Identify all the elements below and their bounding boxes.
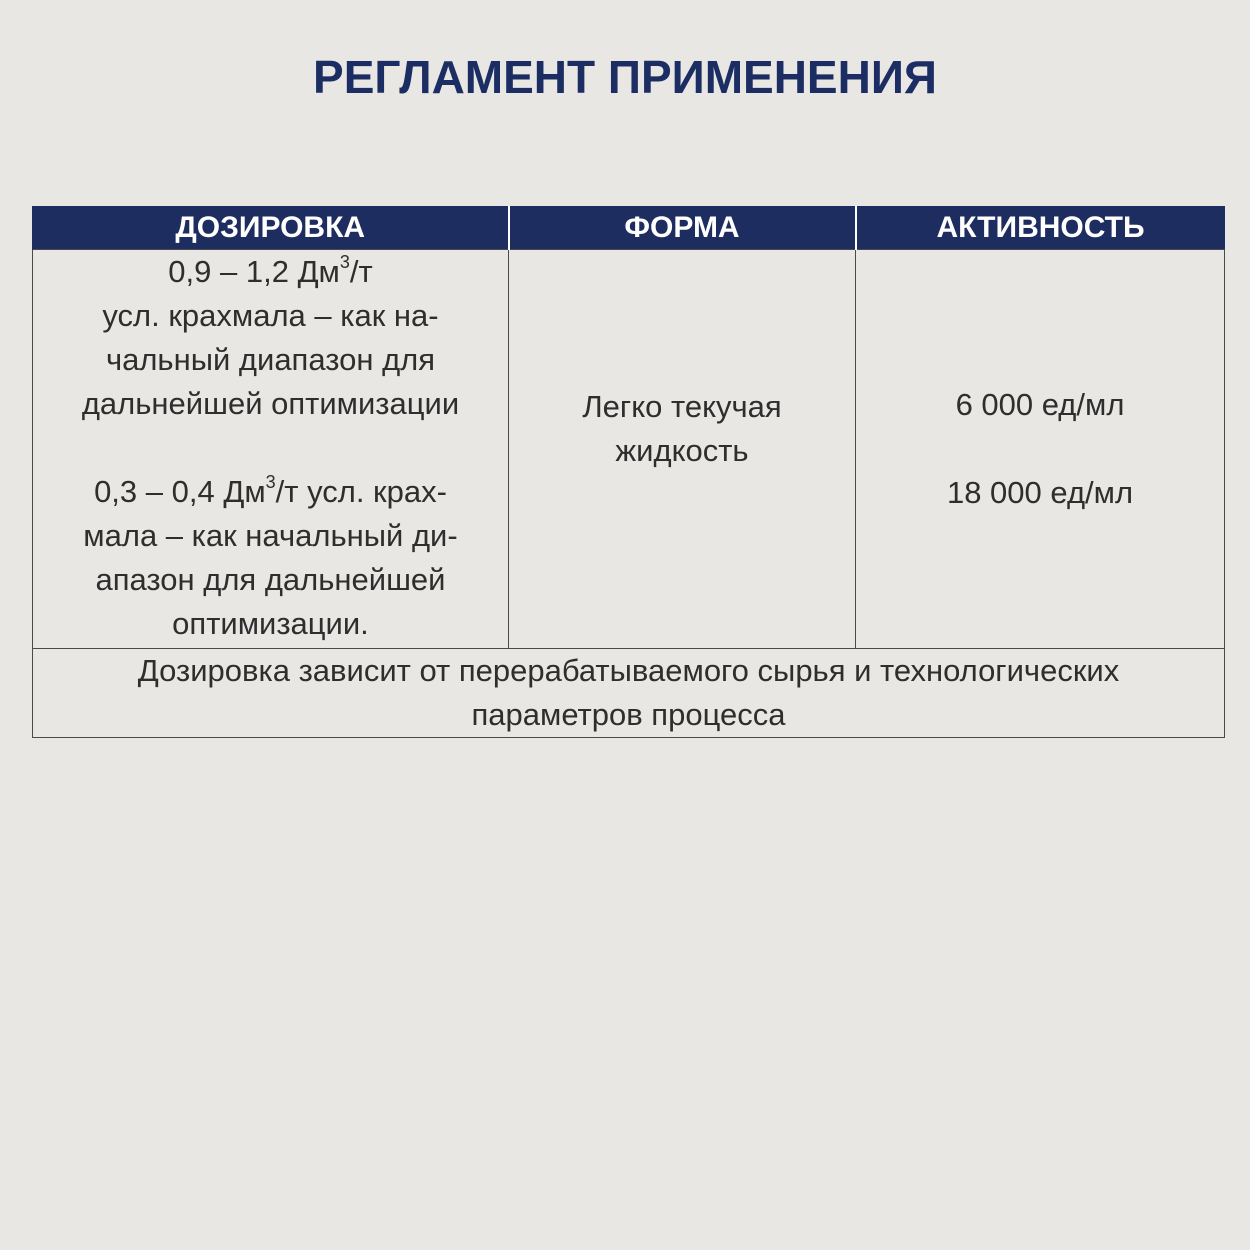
dosage-2-line-2: мала – как начальный ди-: [83, 518, 458, 553]
application-regulation-table: [32, 206, 1225, 738]
form-cell: [509, 250, 856, 649]
header-activity: АКТИВНОСТЬ: [856, 207, 1225, 250]
activity-value-2: 18 000 ед/мл: [946, 475, 1134, 510]
dosage-cell: [33, 250, 509, 649]
dosage-1-line-3: чальный диапазон для: [105, 342, 436, 377]
header-form: ФОРМА: [509, 207, 856, 250]
dosage-note-line-2: параметров процесса: [471, 697, 786, 732]
dosage-1-line-4: дальнейшей оптимизации: [81, 386, 460, 421]
dosage-note: [33, 649, 1225, 738]
table-row: [33, 250, 1225, 649]
dosage-1-line-1: 0,9 – 1,2 $Дм^3/т$: [168, 252, 373, 289]
page-title: РЕГЛАМЕНТ ПРИМЕНЕНИЯ: [313, 51, 937, 103]
dosage-2-line-3: апазон для дальнейшей: [95, 562, 446, 597]
dosage-2-line-4: оптимизации.: [172, 606, 369, 641]
form-value: Легко текучая жидкость: [582, 389, 782, 468]
activity-value-1: 6 000 ед/мл: [955, 387, 1125, 422]
dosage-2-line-1: 0,3 – 0,4 $Дм^3/т$ усл. крах-: [94, 472, 447, 509]
activity-cell: [856, 250, 1225, 649]
header-dosage: ДОЗИРОВКА: [33, 207, 509, 250]
table-note-row: [33, 649, 1225, 738]
dosage-1-line-2: усл. крахмала – как на-: [102, 298, 439, 333]
dosage-note-line-1: Дозировка зависит от перерабатываемого сырья и технологических: [137, 653, 1120, 688]
dosage-option-1: [33, 250, 508, 426]
dosage-option-2: [33, 470, 508, 646]
table-header-row: [33, 207, 1225, 250]
